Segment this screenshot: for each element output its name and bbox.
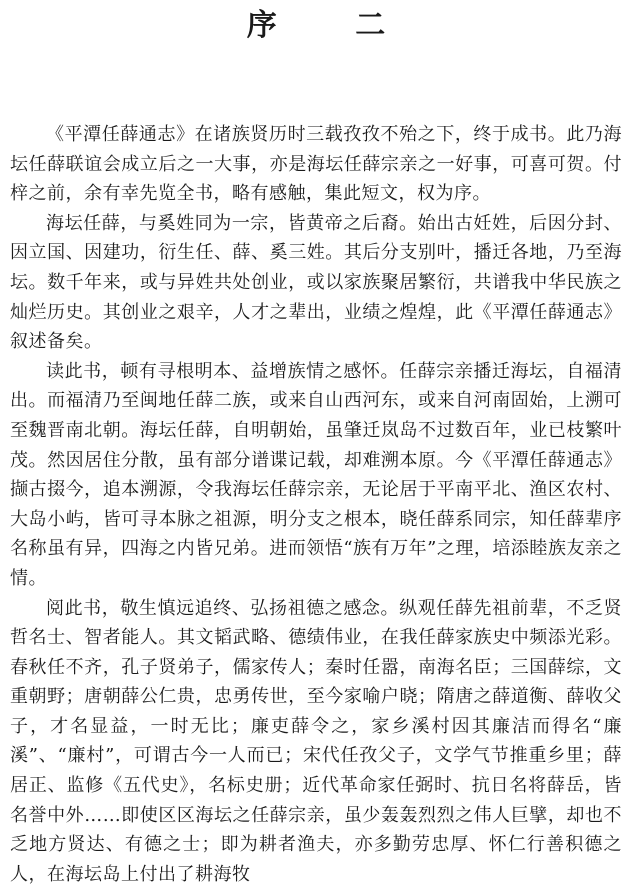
paragraph: 阅此书，敬生慎远追终、弘扬祖德之感念。纵观任薛先祖前辈，不乏贤哲名士、智者能人。其文韬武略、德绩伟业，在我任薛家族史中频添光彩。春秋任不齐，孔子贤弟子，儒家传人；秦时任嚣，南海名臣；三国薛综，文重朝野；唐朝薛公仁贵，忠勇传世，至今家喻户晓；隋唐之薛道衡、薛收父子，才名显益，一时无比；廉吏薛令之，家乡溪村因其廉洁而得名“廉溪”、“廉村”，可谓古今一人而已；宋代任孜父子，文学气节推重乡里；薛居正、监修《五代史》，名标史册；近代革命家任弼时、抗日名将薛岳，皆名誉中外……即使区区海坛之任薛宗亲，虽少轰轰烈烈之伟人巨擘，却也不乏地方贤达、有德之士；即为耕者渔夫，亦多勤劳忠厚、怀仁行善积德之人，在海坛岛上付出了耕海牧 bbox=[10, 594, 622, 889]
document-body bbox=[10, 120, 622, 889]
paragraph: 《平潭任薛通志》在诸族贤历时三载孜孜不殆之下，终于成书。此乃海坛任薛联谊会成立后之一大事，亦是海坛任薛宗亲之一好事，可喜可贺。付梓之前，余有幸先览全书，略有感触，集此短文，权为序。 bbox=[10, 120, 622, 209]
paragraph: 读此书，顿有寻根明本、益增族情之感怀。任薛宗亲播迁海坛，自福清出。而福清乃至闽地任薛二族，或来自山西河东，或来自河南固始，上溯可至魏晋南北朝。海坛任薛，自明朝始，虽肇迁岚岛不过数百年，业已枝繁叶茂。然因居住分散，虽有部分谱谍记载，却难溯本原。今《平潭任薛通志》撷古掇今，追本溯源，令我海坛任薛宗亲，无论居于平南平北、渔区农村、大岛小屿，皆可寻本脉之祖源，明分支之根本，晓任薛系同宗，知任薛辈序名称虽有异，四海之内皆兄弟。进而领悟“族有万年”之理，培添睦族友亲之情。 bbox=[10, 357, 622, 594]
paragraph: 海坛任薛，与奚姓同为一宗，皆黄帝之后裔。始出古妊姓，后因分封、因立国、因建功，衍生任、薛、奚三姓。其后分支别叶，播迁各地，乃至海坛。数千年来，或与异姓共处创业，或以家族聚居繁衍，共谱我中华民族之灿烂历史。其创业之艰辛，人才之辈出，业绩之煌煌，此《平潭任薛通志》叙述备矣。 bbox=[10, 209, 622, 357]
page-title: 序 二 bbox=[10, 0, 622, 70]
